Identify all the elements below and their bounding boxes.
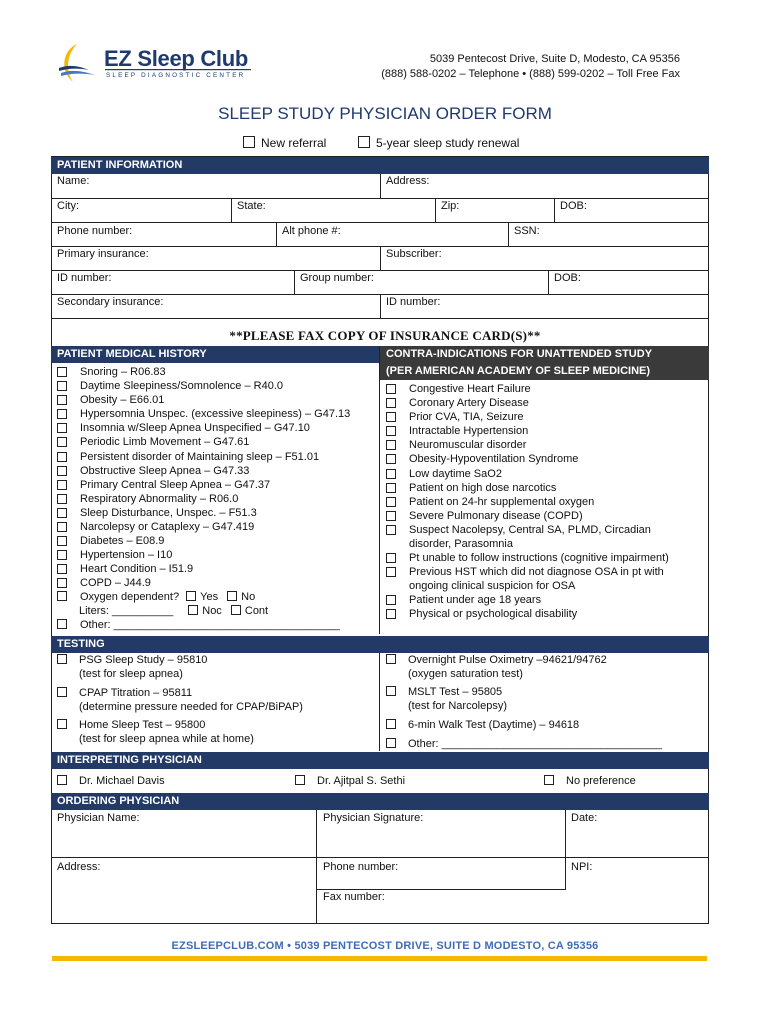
- testing-other-checkbox[interactable]: [386, 738, 396, 748]
- physician-address-field[interactable]: Address:: [57, 861, 101, 873]
- oxygen-yes-checkbox[interactable]: [186, 591, 196, 601]
- company-address: [381, 52, 680, 82]
- liters-field[interactable]: Liters: __________: [79, 605, 174, 617]
- checkbox[interactable]: [57, 550, 67, 560]
- renewal-option[interactable]: [358, 136, 519, 150]
- history-label: Sleep Disturbance, Unspec. – F51.3: [80, 506, 257, 519]
- contraindications-header: [380, 346, 709, 380]
- contra-item[interactable]: [386, 410, 651, 424]
- checkbox[interactable]: [386, 398, 396, 408]
- contraindications-list-cont: [386, 537, 669, 622]
- npi-field[interactable]: NPI:: [571, 861, 593, 873]
- contra-label: Coronary Artery Disease: [409, 397, 529, 410]
- checkbox[interactable]: [57, 466, 67, 476]
- checkbox[interactable]: [57, 452, 67, 462]
- contraindications-subtitle: (PER AMERICAN ACADEMY OF SLEEP MEDICINE): [386, 365, 651, 377]
- noc-label: Noc: [202, 605, 222, 617]
- contra-item[interactable]: [386, 382, 651, 396]
- mslt-checkbox[interactable]: [386, 686, 396, 696]
- contra-item[interactable]: Pt unable to follow instructions (cognitive impairment): [386, 551, 669, 565]
- sethi-checkbox[interactable]: [295, 775, 305, 785]
- history-item[interactable]: [57, 421, 350, 435]
- divider: [379, 653, 380, 751]
- checkbox[interactable]: [57, 367, 67, 377]
- home-test-checkbox[interactable]: [57, 719, 67, 729]
- history-item[interactable]: [57, 393, 350, 407]
- history-label: Heart Condition – I51.9: [80, 563, 194, 576]
- history-label: Respiratory Abnormality – R06.0: [80, 492, 239, 505]
- divider: [51, 270, 709, 271]
- history-label: Daytime Sleepiness/Somnolence – R40.0: [80, 380, 284, 393]
- sethi-label: Dr. Ajitpal S. Sethi: [317, 775, 406, 787]
- history-label: Snoring – R06.83: [80, 366, 166, 378]
- checkbox[interactable]: [386, 567, 396, 577]
- zip-field[interactable]: Zip:: [441, 200, 460, 212]
- divider: [294, 270, 295, 294]
- oxygen-no-checkbox[interactable]: [227, 591, 237, 601]
- davis-checkbox[interactable]: [57, 775, 67, 785]
- footer-accent-bar: [52, 956, 707, 961]
- contra-label: Patient on 24-hr supplemental oxygen: [409, 495, 595, 508]
- contra-label: Obesity-Hypoventilation Syndrome: [409, 453, 579, 466]
- renewal-label: 5-year sleep study renewal: [376, 136, 520, 150]
- contra-item[interactable]: [386, 495, 651, 509]
- checkbox[interactable]: [386, 595, 396, 605]
- checkbox[interactable]: [386, 553, 396, 563]
- cpap-titration-option[interactable]: [57, 686, 303, 713]
- oxygen-yes-label: Yes: [200, 591, 219, 603]
- subscriber-field[interactable]: Subscriber:: [386, 248, 442, 260]
- physician-fax-field[interactable]: Fax number:: [323, 891, 385, 903]
- cont-checkbox[interactable]: [231, 605, 241, 615]
- mslt-label: MSLT Test – 95805: [408, 686, 503, 698]
- divider: [51, 222, 709, 223]
- history-other-row: [57, 618, 340, 632]
- checkbox[interactable]: [57, 395, 67, 405]
- history-label: Narcolepsy or Cataplexy – G47.419: [80, 521, 255, 534]
- divider: [276, 222, 277, 246]
- checkbox[interactable]: [57, 536, 67, 546]
- contra-continuation: ongoing clinical suspicion for OSA: [409, 580, 576, 593]
- history-item[interactable]: [57, 548, 350, 562]
- city-field[interactable]: City:: [57, 200, 79, 212]
- oxygen-checkbox[interactable]: [57, 591, 67, 601]
- history-label: Obstructive Sleep Apnea – G47.33: [80, 464, 250, 477]
- walk-test-label: 6-min Walk Test (Daytime) – 94618: [408, 719, 580, 731]
- contra-item[interactable]: [386, 452, 651, 466]
- id-number-field[interactable]: ID number:: [57, 272, 112, 284]
- history-item[interactable]: [57, 450, 350, 464]
- divider: [548, 270, 549, 294]
- history-label: Persistent disorder of Maintaining sleep – F51.01: [80, 450, 320, 463]
- physician-phone-field[interactable]: Phone number:: [323, 861, 399, 873]
- form-title: SLEEP STUDY PHYSICIAN ORDER FORM: [218, 104, 552, 123]
- oxygen-row: [57, 590, 255, 604]
- divider: [380, 294, 381, 318]
- history-other-field[interactable]: Other: _____________________________________: [80, 619, 340, 631]
- contra-label: Suspect Nacolepsy, Central SA, PLMD, Circadian: [409, 523, 651, 536]
- divider: [51, 318, 709, 319]
- no-preference-label: No preference: [566, 775, 636, 787]
- psg-checkbox[interactable]: [57, 654, 67, 664]
- contraindications-list: [386, 382, 651, 537]
- history-item[interactable]: [57, 520, 350, 534]
- history-label: Hypersomnia Unspec. (excessive sleepiness) – G47.13: [80, 408, 351, 421]
- psg-label: PSG Sleep Study – 95810: [79, 654, 208, 666]
- fax-insurance-note: **PLEASE FAX COPY OF INSURANCE CARD(S)**: [229, 328, 541, 343]
- history-label: Primary Central Sleep Apnea – G47.37: [80, 478, 271, 491]
- contra-label: Prior CVA, TIA, Seizure: [409, 411, 524, 424]
- insured-dob-field[interactable]: DOB:: [554, 272, 581, 284]
- oximetry-description: (oxygen saturation test): [408, 668, 523, 680]
- ssn-field[interactable]: SSN:: [514, 225, 540, 237]
- checkbox[interactable]: [386, 454, 396, 464]
- contraindications-title: CONTRA-INDICATIONS FOR UNATTENDED STUDY: [386, 348, 653, 360]
- pulse-oximetry-option[interactable]: [386, 653, 607, 680]
- divider: [380, 246, 381, 270]
- divider: [435, 198, 436, 222]
- checkbox[interactable]: [57, 578, 67, 588]
- checkbox[interactable]: [57, 494, 67, 504]
- history-item[interactable]: [57, 534, 350, 548]
- history-label: Periodic Limb Movement – G47.61: [80, 436, 250, 449]
- checkbox[interactable]: [57, 508, 67, 518]
- home-test-description: (test for sleep apnea while at home): [79, 733, 254, 745]
- home-test-label: Home Sleep Test – 95800: [79, 719, 206, 731]
- divider: [554, 198, 555, 222]
- testing-header: TESTING: [51, 636, 709, 653]
- contra-label: Intractable Hypertension: [409, 425, 529, 438]
- history-item[interactable]: [57, 365, 350, 379]
- checkbox[interactable]: [386, 426, 396, 436]
- history-item[interactable]: [57, 435, 350, 449]
- history-label: COPD – J44.9: [80, 577, 151, 590]
- state-field[interactable]: State:: [237, 200, 266, 212]
- contra-item[interactable]: [386, 424, 651, 438]
- contra-item[interactable]: [386, 438, 651, 452]
- contra-item[interactable]: Previous HST which did not diagnose OSA in pt with: [386, 565, 669, 579]
- history-label: Obesity – E66.01: [80, 394, 165, 407]
- secondary-insurance-field[interactable]: Secondary insurance:: [57, 296, 164, 308]
- mslt-test-option[interactable]: [386, 685, 508, 712]
- date-field[interactable]: Date:: [571, 812, 598, 824]
- renewal-checkbox[interactable]: [358, 136, 370, 148]
- physician-name-field[interactable]: Physician Name:: [57, 812, 140, 824]
- primary-insurance-field[interactable]: Primary insurance:: [57, 248, 149, 260]
- divider: [316, 889, 566, 890]
- testing-other-field[interactable]: Other: ____________________________________: [408, 738, 662, 750]
- checkbox[interactable]: [386, 469, 396, 479]
- oxygen-no-label: No: [241, 591, 256, 603]
- cpap-description: (determine pressure needed for CPAP/BiPAP): [79, 701, 303, 713]
- checkbox[interactable]: [386, 497, 396, 507]
- new-referral-checkbox[interactable]: [243, 136, 255, 148]
- logo-name: EZ Sleep Club: [104, 46, 249, 71]
- contra-item[interactable]: [386, 467, 651, 481]
- group-number-field[interactable]: Group number:: [300, 272, 374, 284]
- oxygen-label: Oxygen dependent?: [80, 591, 180, 603]
- cont-label: Cont: [244, 605, 269, 617]
- davis-label: Dr. Michael Davis: [79, 775, 165, 787]
- checkbox[interactable]: [386, 609, 396, 619]
- contra-label: Congestive Heart Failure: [409, 383, 531, 395]
- psg-description: (test for sleep apnea): [79, 668, 183, 680]
- divider: [51, 198, 709, 199]
- contra-item[interactable]: Physical or psychological disability: [386, 607, 669, 621]
- contra-item[interactable]: Patient under age 18 years: [386, 593, 669, 607]
- checkbox[interactable]: [57, 423, 67, 433]
- interpreting-option-none[interactable]: [544, 774, 636, 788]
- contra-item[interactable]: [386, 523, 651, 537]
- divider: [379, 346, 380, 634]
- cpap-label: CPAP Titration – 95811: [79, 687, 193, 699]
- history-item[interactable]: [57, 478, 350, 492]
- history-label: Diabetes – E08.9: [80, 535, 165, 548]
- noc-checkbox[interactable]: [188, 605, 198, 615]
- liters-row: [79, 604, 268, 618]
- contra-label: Neuromuscular disorder: [409, 439, 527, 452]
- contra-item[interactable]: [386, 396, 651, 410]
- ordering-physician-header: ORDERING PHYSICIAN: [51, 793, 709, 810]
- checkbox[interactable]: [386, 483, 396, 493]
- contra-label: Patient on high dose narcotics: [409, 481, 557, 494]
- testing-other-option[interactable]: [386, 737, 662, 751]
- divider: [316, 810, 317, 923]
- checkbox[interactable]: [57, 409, 67, 419]
- interpreting-option-davis[interactable]: [57, 774, 165, 788]
- checkbox[interactable]: [386, 511, 396, 521]
- history-item[interactable]: [57, 576, 350, 590]
- footer-text: EZSLEEPCLUB.COM • 5039 PENTECOST DRIVE, SUITE D MODESTO, CA 95356: [171, 940, 599, 952]
- dob-field[interactable]: DOB:: [560, 200, 587, 212]
- history-item[interactable]: [57, 464, 350, 478]
- new-referral-option[interactable]: [243, 136, 326, 150]
- alt-phone-field[interactable]: Alt phone #:: [282, 225, 341, 237]
- mslt-description: (test for Narcolepsy): [408, 700, 508, 712]
- checkbox[interactable]: [386, 384, 396, 394]
- checkbox[interactable]: [386, 525, 396, 535]
- history-label: Hypertension – I10: [80, 549, 173, 562]
- contra-item[interactable]: [386, 509, 651, 523]
- oximetry-label: Overnight Pulse Oximetry –94621/94762: [408, 654, 607, 666]
- physician-signature-field[interactable]: Physician Signature:: [323, 812, 424, 824]
- checkbox[interactable]: [57, 437, 67, 447]
- phone-line: (888) 588-0202 – Telephone • (888) 599-0202 – Toll Free Fax: [381, 68, 680, 80]
- history-label: Insomnia w/Sleep Apnea Unspecified – G47.10: [80, 422, 310, 435]
- walk-test-option[interactable]: [386, 718, 580, 732]
- walk-test-checkbox[interactable]: [386, 719, 396, 729]
- divider: [508, 222, 509, 246]
- cpap-checkbox[interactable]: [57, 687, 67, 697]
- checkbox[interactable]: [386, 440, 396, 450]
- history-item[interactable]: [57, 506, 350, 520]
- medical-history-header: PATIENT MEDICAL HISTORY: [51, 346, 380, 363]
- divider: [231, 198, 232, 222]
- patient-info-header: PATIENT INFORMATION: [51, 157, 709, 174]
- phone-field[interactable]: Phone number:: [57, 225, 133, 237]
- address-line: 5039 Pentecost Drive, Suite D, Modesto, CA 95356: [429, 53, 680, 65]
- name-field[interactable]: Name:: [57, 175, 90, 187]
- secondary-id-field[interactable]: ID number:: [386, 296, 441, 308]
- checkbox[interactable]: [57, 564, 67, 574]
- checkbox[interactable]: [57, 381, 67, 391]
- divider: [380, 174, 381, 198]
- no-preference-checkbox[interactable]: [544, 775, 554, 785]
- interpreting-option-sethi[interactable]: [295, 774, 406, 788]
- history-item[interactable]: [57, 407, 350, 421]
- contra-label: Low daytime SaO2: [409, 467, 502, 480]
- interpreting-physician-header: INTERPRETING PHYSICIAN: [51, 752, 709, 769]
- medical-history-list: [57, 365, 350, 591]
- logo-tagline: SLEEP DIAGNOSTIC CENTER: [106, 72, 246, 79]
- home-sleep-test-option[interactable]: [57, 718, 254, 745]
- checkbox[interactable]: [57, 522, 67, 532]
- divider: [51, 857, 709, 858]
- history-item[interactable]: [57, 379, 350, 393]
- history-item[interactable]: [57, 492, 350, 506]
- checkbox[interactable]: [57, 480, 67, 490]
- divider: [565, 810, 566, 890]
- address-field[interactable]: Address:: [386, 175, 430, 187]
- history-item[interactable]: [57, 562, 350, 576]
- new-referral-label: New referral: [261, 136, 327, 150]
- contra-item[interactable]: [386, 481, 651, 495]
- history-other-checkbox[interactable]: [57, 619, 67, 629]
- checkbox[interactable]: [386, 412, 396, 422]
- oximetry-checkbox[interactable]: [386, 654, 396, 664]
- contra-continuation: disorder, Parasomnia: [409, 538, 513, 550]
- psg-sleep-study-option[interactable]: [57, 653, 208, 680]
- contra-label: Severe Pulmonary disease (COPD): [409, 509, 583, 522]
